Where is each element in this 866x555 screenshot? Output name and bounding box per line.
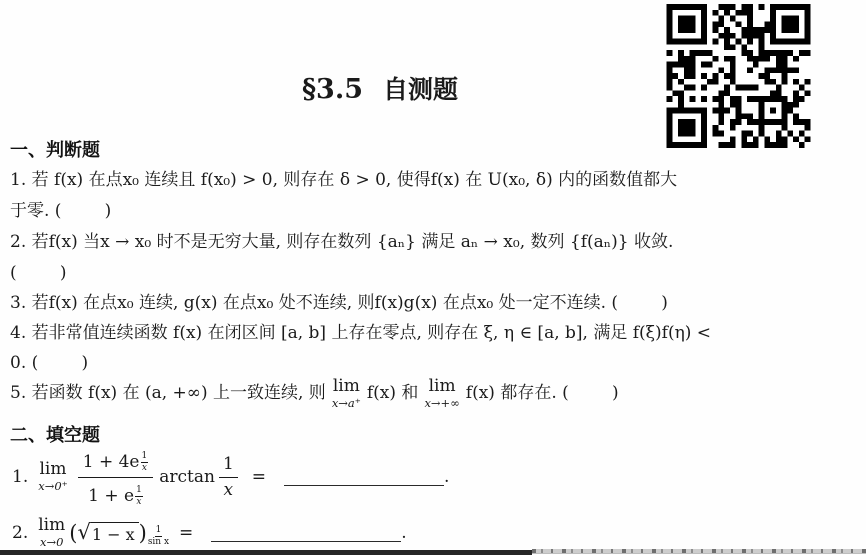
equals-sign: = xyxy=(251,467,267,487)
limit-expression xyxy=(424,378,459,410)
lim-operator: lim xyxy=(38,515,66,536)
fraction-numerator xyxy=(78,447,153,478)
arg-num: 1 xyxy=(219,455,238,478)
left-paren: ( xyxy=(69,521,78,545)
exp-num: 1 xyxy=(141,451,148,461)
q5-text-post: f(x) 都存在. ( ) xyxy=(465,383,619,404)
limit-expression xyxy=(38,461,68,493)
lim-operator: lim xyxy=(39,459,67,480)
q5-text-pre: 5. 若函数 f(x) 在 (a, +∞) 上一致连续, 则 xyxy=(10,383,326,404)
limit-expression xyxy=(332,378,361,410)
fill-question-1 xyxy=(12,448,449,506)
lim-subscript: x→0⁺ xyxy=(38,479,68,494)
judge-line-5: 3. 若f(x) 在点x₀ 连续, g(x) 在点x₀ 处不连续, 则f(x)g(x) 在点x₀ 处一定不连续. ( ) xyxy=(10,293,668,313)
period: . xyxy=(401,523,407,543)
answer-blank xyxy=(284,468,444,487)
denominator-base: 1 + e xyxy=(88,486,135,506)
argument-fraction xyxy=(219,455,238,499)
judge-line-2: 于零. ( ) xyxy=(10,201,112,221)
right-paren: ) xyxy=(138,521,147,545)
judge-line-6: 4. 若非常值连续函数 f(x) 在闭区间 [a, b] 上存在零点, 则存在 ξ, η ∈ [a, b], 满足 f(ξ)f(η) < xyxy=(10,323,712,343)
lim-operator: lim xyxy=(332,376,360,396)
judge-section-heading: 一、判断题 xyxy=(10,140,100,161)
radical-sign: √ xyxy=(77,520,91,544)
exp-den: x xyxy=(141,463,147,473)
exp-den: x xyxy=(136,497,142,507)
exp-den: sin x xyxy=(147,536,170,547)
lim-operator: lim xyxy=(428,376,456,396)
exponent-fraction xyxy=(141,452,149,473)
fill-section-heading: 二、填空题 xyxy=(10,425,100,446)
exponent-fraction xyxy=(135,486,143,507)
lim-subscript: x→a⁺ xyxy=(331,396,361,410)
judge-line-3: 2. 若f(x) 当x → x₀ 时不是无穷大量, 则存在数列 {aₙ} 满足 aₙ → x₀, 数列 {f(aₙ)} 收敛. xyxy=(10,232,674,252)
q-number: 1. xyxy=(12,467,29,487)
page-edge-next-page-text-fragments xyxy=(532,549,866,554)
fraction xyxy=(78,447,153,507)
judge-line-7: 0. ( ) xyxy=(10,353,89,373)
fill-question-2 xyxy=(12,514,407,552)
judge-line-4: ( ) xyxy=(10,263,67,283)
equals-sign: = xyxy=(179,523,194,543)
section-number: §3.5 xyxy=(301,74,364,105)
square-root xyxy=(77,522,138,544)
exp-num: 1 xyxy=(155,524,162,535)
section-title-text: 自测题 xyxy=(383,75,459,104)
exp-num: 1 xyxy=(136,485,142,495)
radicand: 1 − x xyxy=(91,522,139,544)
q-number: 2. xyxy=(12,523,29,543)
numerator-base: 1 + 4e xyxy=(82,452,140,472)
lim-subscript: x→+∞ xyxy=(424,396,460,410)
arctan-function: arctan xyxy=(159,467,215,487)
q5-text-mid: f(x) 和 xyxy=(366,383,419,404)
answer-blank xyxy=(211,524,401,543)
exponent-fraction xyxy=(148,526,169,547)
arg-den: x xyxy=(223,479,234,500)
lim-subscript: x→0 xyxy=(40,535,64,550)
page-edge-dark-bar xyxy=(0,550,532,555)
judge-question-5 xyxy=(10,378,852,410)
limit-expression xyxy=(38,517,65,549)
judge-line-1: 1. 若 f(x) 在点x₀ 连续且 f(x₀) > 0, 则存在 δ > 0, 使得f(x) 在 U(x₀, δ) 内的函数值都大 xyxy=(10,170,678,190)
fraction-denominator xyxy=(88,478,143,507)
page-title xyxy=(0,70,760,106)
period: . xyxy=(444,467,450,487)
